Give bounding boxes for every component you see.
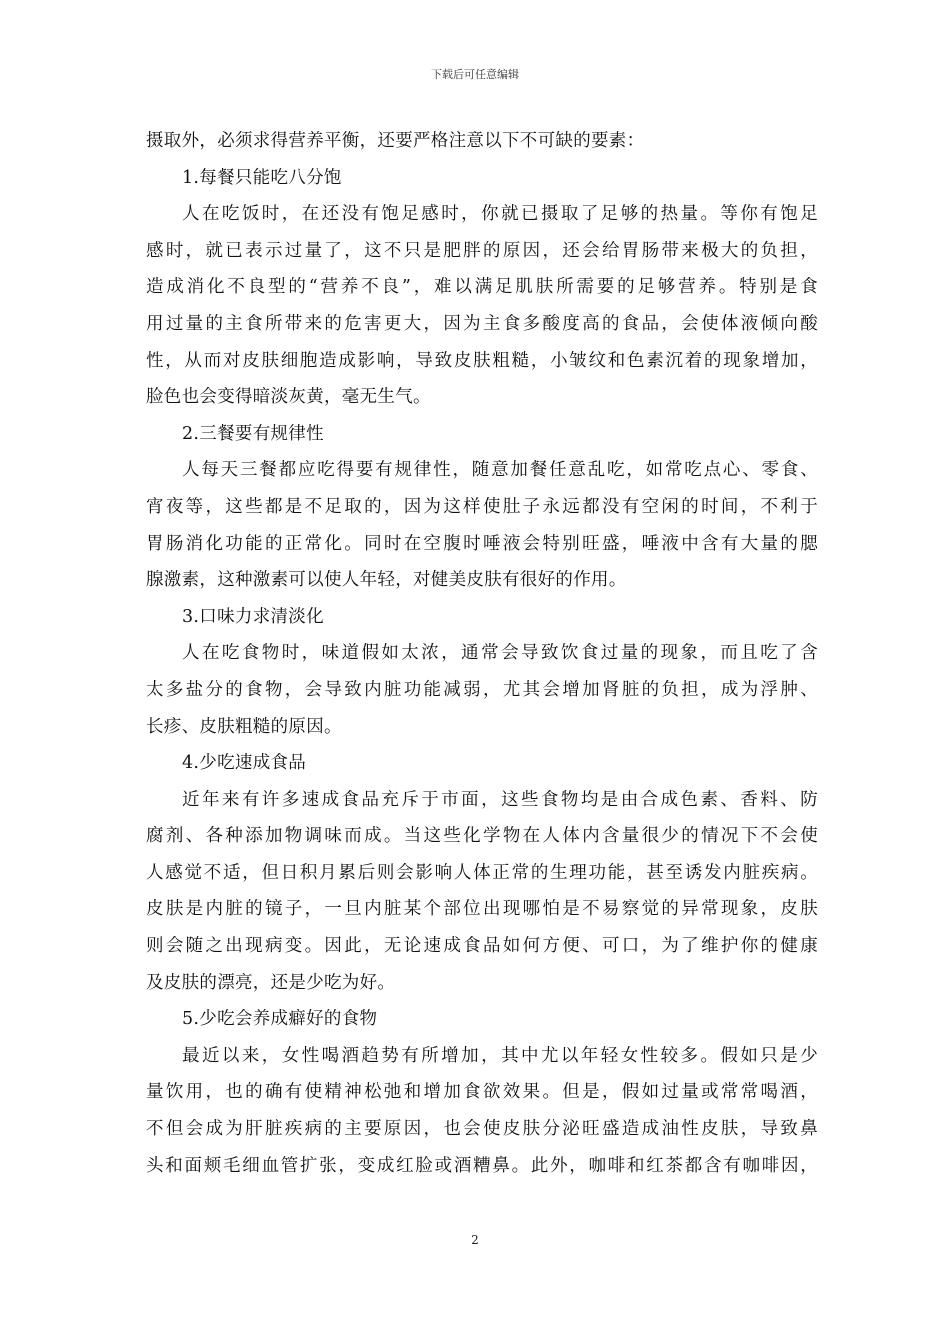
- text-line: 太多盐分的食物，会导致内脏功能减弱，尤其会增加肾脏的负担，成为浮肿、: [146, 679, 818, 700]
- text-line: 4.少吃速成食品: [182, 753, 307, 774]
- page-header: 下载后可任意编辑: [431, 68, 519, 81]
- text-line: 胃肠消化功能的正常化。同时在空腹时唾液会特别旺盛，唾液中含有大量的腮: [146, 533, 818, 554]
- text-line: 则会随之出现病变。因此，无论速成食品如何方便、可口，为了维护你的健康: [146, 936, 818, 957]
- text-line: 头和面颊毛细血管扩张，变成红脸或酒糟鼻。此外，咖啡和红茶都含有咖啡因，: [146, 1155, 818, 1176]
- text-line: 人在吃食物时，味道假如太浓，通常会导致饮食过量的现象，而且吃了含: [182, 643, 818, 664]
- text-line: 近年来有许多速成食品充斥于市面，这些食物均是由合成色素、香料、防: [182, 789, 818, 810]
- text-line: 造成消化不良型的“营养不良”，难以满足肌肤所需要的足够营养。特别是食: [146, 277, 818, 298]
- page-number: 2: [471, 1233, 479, 1247]
- text-line: 不但会成为肝脏疾病的主要原因，也会使皮肤分泌旺盛造成油性皮肤，导致鼻: [146, 1119, 818, 1140]
- text-line: 最近以来，女性喝酒趋势有所增加，其中尤以年轻女性较多。假如只是少: [182, 1045, 818, 1066]
- text-line: 2.三餐要有规律性: [182, 423, 324, 444]
- text-line: 皮肤是内脏的镜子，一旦内脏某个部位出现哪怕是不易察觉的异常现象，皮肤: [146, 899, 818, 920]
- text-line: 腐剂、各种添加物调味而成。当这些化学物在人体内含量很少的情况下不会使: [146, 826, 818, 847]
- text-line: 人每天三餐都应吃得要有规律性，随意加餐任意乱吃，如常吃点心、零食、: [182, 460, 818, 481]
- text-line: 人在吃饭时，在还没有饱足感时，你就已摄取了足够的热量。等你有饱足: [182, 204, 818, 225]
- document-body: [146, 123, 818, 1184]
- text-line: 长疹、皮肤粗糙的原因。: [146, 716, 342, 737]
- text-line: 3.口味力求清淡化: [182, 606, 324, 627]
- text-line: 量饮用，也的确有使精神松弛和增加食欲效果。但是，假如过量或常常喝酒，: [146, 1082, 818, 1103]
- text-line: 用过量的主食所带来的危害更大，因为主食多酸度高的食品，会使体液倾向酸: [146, 313, 818, 334]
- text-line: 及皮肤的漂亮，还是少吃为好。: [146, 972, 396, 993]
- text-line: 1.每餐只能吃八分饱: [182, 167, 342, 188]
- text-line: 摄取外，必须求得营养平衡，还要严格注意以下不可缺的要素：: [146, 131, 645, 151]
- text-line: 感时，就已表示过量了，这不只是肥胖的原因，还会给胃肠带来极大的负担，: [146, 240, 818, 261]
- text-line: 人感觉不适，但日积月累后则会影响人体正常的生理功能，甚至诱发内脏疾病。: [146, 862, 818, 883]
- text-line: 脸色也会变得暗淡灰黄，毫无生气。: [146, 387, 431, 408]
- text-line: 5.少吃会养成癖好的食物: [182, 1009, 378, 1030]
- text-line: 宵夜等，这些都是不足取的，因为这样使肚子永远都没有空闲的时间，不利于: [146, 496, 818, 517]
- text-line: 性，从而对皮肤细胞造成影响，导致皮肤粗糙，小皱纹和色素沉着的现象增加，: [146, 350, 818, 371]
- text-line: 腺激素，这种激素可以使人年轻，对健美皮肤有很好的作用。: [146, 570, 627, 591]
